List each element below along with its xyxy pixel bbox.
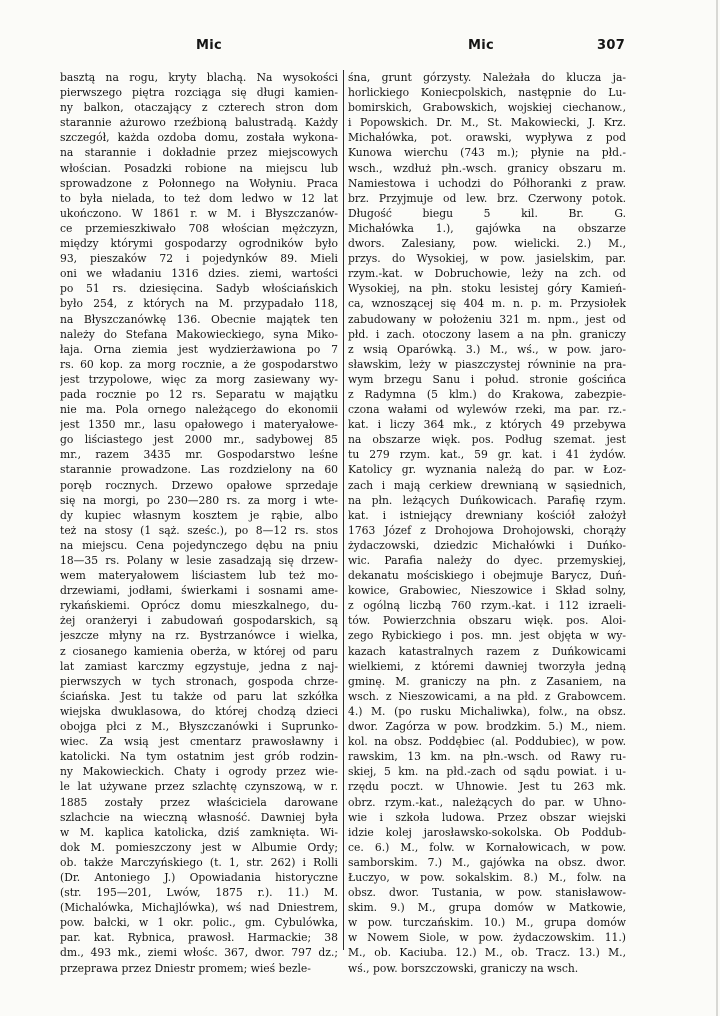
text-line: le lat używane przez szlachtę czynszową, w r.	[60, 780, 338, 794]
text-line: w Nowem Siole, w pow. żydaczowskim. 11.)	[348, 931, 626, 945]
page-number: 307	[597, 38, 626, 53]
text-line: na Błyszczanówkę 136. Obecnie majątek ten	[60, 312, 338, 326]
text-line: lat zamiast karczmy egzystuje, jedna z naj-	[60, 659, 338, 673]
text-line: mr., razem 3435 mr. Gospodarstwo leśne	[60, 448, 338, 462]
text-line: i Popowskich. Dr. M., St. Makowiecki, J. Krz.	[348, 116, 626, 130]
text-line: obojga płci z M., Błyszczanówki i Suprunko-	[60, 720, 338, 734]
text-line: śna, grunt górzysty. Należała do klucza ja-	[348, 71, 626, 84]
text-column-right	[343, 70, 626, 975]
text-line: wsch., wzdłuż płn.-wsch. granicy obszaru m.	[348, 161, 626, 175]
text-line: starannie ażurowo rzeźbioną balustradą. Każdy	[60, 116, 338, 130]
text-line: 93, pieszaków 72 i pojedynków 89. Mieli	[60, 252, 338, 266]
text-line: zach i mają cerkiew drewnianą w sąsiednich,	[348, 478, 626, 492]
text-line: wielkiemi, z któremi dawniej tworzyła jedną	[348, 659, 626, 673]
text-line: ściańska. Jest tu także od paru lat szkółka	[60, 689, 338, 703]
text-line: poręb rocznych. Drzewo opałowe sprzedaje	[60, 478, 338, 492]
text-line: basztą na rogu, kryty blachą. Na wysokości	[60, 71, 338, 84]
text-line: rzędu poczt. w Uhnowie. Jest tu 263 mk.	[348, 780, 626, 794]
text-line: czona wałami od wylewów rzeki, ma par. rz.-	[348, 403, 626, 417]
text-line: wie i szkoła ludowa. Przez obszar wiejski	[348, 810, 626, 824]
text-line: ukończono. W 1861 r. w M. i Błyszczanów-	[60, 206, 338, 220]
text-line: wś., pow. borszczowski, graniczy na wsch.	[348, 961, 579, 975]
text-line: jeszcze młyny na rz. Bystrzanówce i wielka,	[60, 629, 338, 643]
text-line: tów. Powierzchnia obszaru więk. pos. Aloi-	[348, 614, 626, 628]
text-line: kat. i istniejący drewniany kościół założył	[348, 508, 626, 522]
text-line: na obszarze więk. pos. Podług szemat. jest	[348, 433, 626, 447]
running-head-right: Mic	[468, 38, 494, 53]
text-line: wic. Parafia należy do dyec. przemyskiej,	[348, 554, 626, 567]
text-line: gminę. M. graniczy na płn. z Zasaniem, na	[348, 674, 626, 688]
text-line: Łuczyo, w pow. sokalskim. 8.) M., folw. na	[348, 870, 626, 884]
text-line: Długość biegu 5 kil. Br. G.	[348, 206, 626, 220]
text-line: tu 279 rzym. kat., 59 gr. kat. i 41 żydów.	[348, 448, 626, 462]
text-line: nie ma. Pola ornego należącego do ekonomii	[60, 403, 338, 417]
text-line: ca, wznoszącej się 404 m. n. p. m. Przysiołek	[348, 297, 626, 311]
text-line: M., ob. Kaciuba. 12.) M., ob. Tracz. 13.) M.,	[348, 946, 626, 960]
text-line: po 51 rs. dziesięcina. Sadyb włościańskich	[60, 282, 338, 296]
text-line: Michałówka, pot. orawski, wypływa z pod	[348, 131, 626, 145]
text-line: samborskim. 7.) M., gajówka na obsz. dwor.	[348, 855, 626, 869]
text-line: kat. i liczy 364 mk., z których 49 przebywa	[348, 418, 626, 432]
text-line: kazach katastralnych razem z Duńkowicami	[348, 644, 626, 658]
text-line: obrz. rzym.-kat., należących do par. w Uhno-	[348, 795, 626, 809]
text-line: kol. na obsz. Poddębiec (al. Poddubiec), w pow.	[348, 735, 626, 749]
text-line: 4.) M. (po rusku Michaliwka), folw., na obsz.	[348, 704, 626, 718]
text-line: zego Rybickiego i pos. mn. jest objęta w wy-	[348, 629, 626, 643]
text-line: dekanatu mościskiego i obejmuje Barycz, Duń-	[348, 569, 626, 583]
page-header	[0, 30, 720, 60]
text-line: szlachcie na wieczną własność. Dawniej była	[60, 810, 338, 824]
text-line: ob. także Marczyńskiego (t. 1, str. 262) i Rolli	[60, 855, 338, 869]
text-line: brz. Przyjmuje od lew. brz. Czerwony potok.	[348, 191, 626, 205]
text-line: par. kat. Rybnica, prawosł. Harmackie; 38	[60, 931, 338, 945]
text-line: przeprawa przez Dniestr promem; wieś bezle-	[60, 961, 311, 975]
text-line: go liściastego jest 2000 mr., sadybowej 85	[60, 433, 338, 447]
text-line: szczegół, każda ozdoba domu, została wykona-	[60, 131, 338, 145]
text-line: skiej, 5 km. na płd.-zach od sądu powiat. i u-	[348, 765, 626, 779]
text-line: ce przemieszkiwało 708 włościan mężczyzn,	[60, 221, 338, 235]
text-line: rs. 60 kop. za morg rocznie, a że gospodarstwo	[60, 357, 338, 371]
text-line: idzie kolej jarosławsko-sokolska. Ob Poddub-	[348, 825, 626, 839]
text-line: żej oranżeryi i zabudowań gospodarskich, są	[60, 614, 338, 628]
text-line: skim. 9.) M., grupa domów w Matkowie,	[348, 901, 626, 915]
text-line: jest trzypolowe, więc za morg zasiewany wy-	[60, 372, 338, 386]
text-line: bomirskich, Grabowskich, wojskiej ciechanow.,	[348, 101, 626, 115]
text-line: Namiestowa i uchodzi do Półhoranki z praw.	[348, 176, 626, 190]
text-line: wiejska dwuklasowa, do której chodzą dzieci	[60, 704, 338, 718]
text-column-left	[60, 70, 338, 976]
text-line: w pow. turczańskim. 10.) M., grupa domów	[348, 916, 626, 930]
text-line: w M. kaplica katolicka, dziś zamknięta. Wi-	[60, 825, 338, 839]
text-line: żydaczowski, dziedzic Michałówki i Duńko-	[348, 538, 626, 552]
text-line: dok M. pomieszczony jest w Albumie Ordy;	[60, 840, 338, 854]
text-line: sławskim, leży w piaszczystej równinie na pra-	[348, 357, 626, 371]
text-line: dwor. Zagórza w pow. brodzkim. 5.) M., niem.	[348, 720, 626, 734]
text-line: na starannie i dokładnie przez miejscowych	[60, 146, 338, 160]
text-line: włościan. Posadzki robione na miejscu lub	[60, 161, 338, 175]
text-line: Katolicy gr. wyznania należą do par. w Łoz-	[348, 463, 626, 477]
text-line: (Dr. Antoniego J.) Opowiadania historyczne	[60, 870, 338, 884]
text-line: rykańskiemi. Oprócz domu mieszkalnego, du-	[60, 599, 338, 613]
text-line: katolicki. Na tym ostatnim jest grób rodzin-	[60, 750, 338, 764]
text-line: pow. bałcki, w 1 okr. polic., gm. Cybulówka,	[60, 916, 338, 930]
text-line: jest 1350 mr., lasu opałowego i materyałowe-	[60, 418, 338, 432]
text-line: Michałówka 1.), gajówka na obszarze	[348, 221, 626, 235]
text-line: wym brzegu Sanu i połud. stronie gościńca	[348, 372, 626, 386]
text-line: z wsią Oparówką. 3.) M., wś., w pow. jaro-	[348, 342, 626, 356]
text-line: z ciosanego kamienia oberża, w której od paru	[60, 644, 338, 658]
text-line: Wysokiej, na płn. stoku lesistej góry Kamień-	[348, 282, 626, 296]
text-line: pada rocznie po 12 rs. Separatu w majątku	[60, 387, 338, 401]
text-line: oni we władaniu 1316 dzies. ziemi, wartości	[60, 267, 338, 281]
text-line: wem materyałowem liściastem lub też mo-	[60, 569, 338, 583]
text-line: było 254, z których na M. przypadało 118,	[60, 297, 338, 311]
text-line: 1885 zostały przez właściciela darowane	[60, 795, 338, 809]
text-line: 18—35 rs. Polany w lesie zasadzają się drzew-	[60, 554, 338, 567]
text-line: na miejscu. Cena pojedynczego dębu na pniu	[60, 538, 338, 552]
text-line: pierwszego piętra rozciąga się długi kamien-	[60, 86, 338, 100]
text-line: Kunowa wierchu (743 m.); płynie na płd.-	[348, 146, 626, 160]
text-line: horlickiego Koniecpolskich, następnie do Lu-	[348, 86, 626, 100]
text-line: rzym.-kat. w Dobruchowie, leży na zch. od	[348, 267, 626, 281]
text-line: dwors. Zalesiany, pow. wielicki. 2.) M.,	[348, 237, 626, 251]
text-line: wsch. z Nieszowicami, a na płd. z Grabowcem.	[348, 689, 626, 703]
text-line: ny balkon, otaczający z czterech stron dom	[60, 101, 338, 115]
text-line: pierwszych w tych stronach, gospoda chrze-	[60, 674, 338, 688]
text-line: należy do Stefana Makowieckiego, syna Miko-	[60, 327, 338, 341]
text-line: się na morgi, po 230—280 rs. za morg i wte-	[60, 493, 338, 507]
text-line: ce. 6.) M., folw. w Kornałowicach, w pow.	[348, 840, 626, 854]
text-line: obsz. dwor. Tustania, w pow. stanisławow-	[348, 886, 626, 900]
text-line: to była nielada, to też dom ledwo w 12 lat	[60, 191, 338, 205]
text-line: drzewiami, jodłami, świerkami i sosnami ame-	[60, 584, 338, 598]
text-line: między którymi gospodarzy ogrodników było	[60, 237, 338, 251]
text-line: dm., 493 mk., ziemi włośc. 367, dwor. 797 dz.;	[60, 946, 338, 960]
text-line: 1763 Józef z Drohojowa Drohojowski, chorąży	[348, 523, 626, 537]
text-line: ny Makowieckich. Chaty i ogrody przez wie-	[60, 765, 338, 779]
text-line: łaja. Orna ziemia jest wydzierżawiona po 7	[60, 342, 338, 356]
text-line: (Michalówka, Michajlówka), wś nad Dniestrem,	[60, 901, 338, 915]
running-head-left: Mic	[196, 38, 222, 53]
text-line: płd. i zach. otoczony lasem a na płn. graniczy	[348, 327, 626, 341]
text-line: rawskim, 13 km. na płn.-wsch. od Rawy ru-	[348, 750, 626, 764]
text-line: z ogólną liczbą 760 rzym.-kat. i 112 izraeli-	[348, 599, 626, 613]
text-line: przys. do Wysokiej, w pow. jasielskim, par.	[348, 252, 626, 266]
text-line: z Radymna (5 klm.) do Krakowa, zabezpie-	[348, 387, 626, 401]
text-line: zabudowany w położeniu 321 m. npm., jest od	[348, 312, 626, 326]
text-line: kowice, Grabowiec, Nieszowice i Skład solny,	[348, 584, 626, 598]
scan-edge	[716, 0, 718, 1016]
text-line: starannie prowadzone. Las rozdzielony na 60	[60, 463, 338, 477]
text-line: wiec. Za wsią jest cmentarz prawosławny i	[60, 735, 338, 749]
text-line: też na stosy (1 sąż. sześc.), po 8—12 rs. stos	[60, 523, 338, 537]
text-line: na płn. leżących Duńkowicach. Parafię rzym.	[348, 493, 626, 507]
text-line: sprowadzone z Połonnego na Wołyniu. Praca	[60, 176, 338, 190]
text-line: dy kupiec własnym kosztem je rąbie, albo	[60, 508, 338, 522]
text-line: (str. 195—201, Lwów, 1875 r.). 11.) M.	[60, 886, 338, 900]
